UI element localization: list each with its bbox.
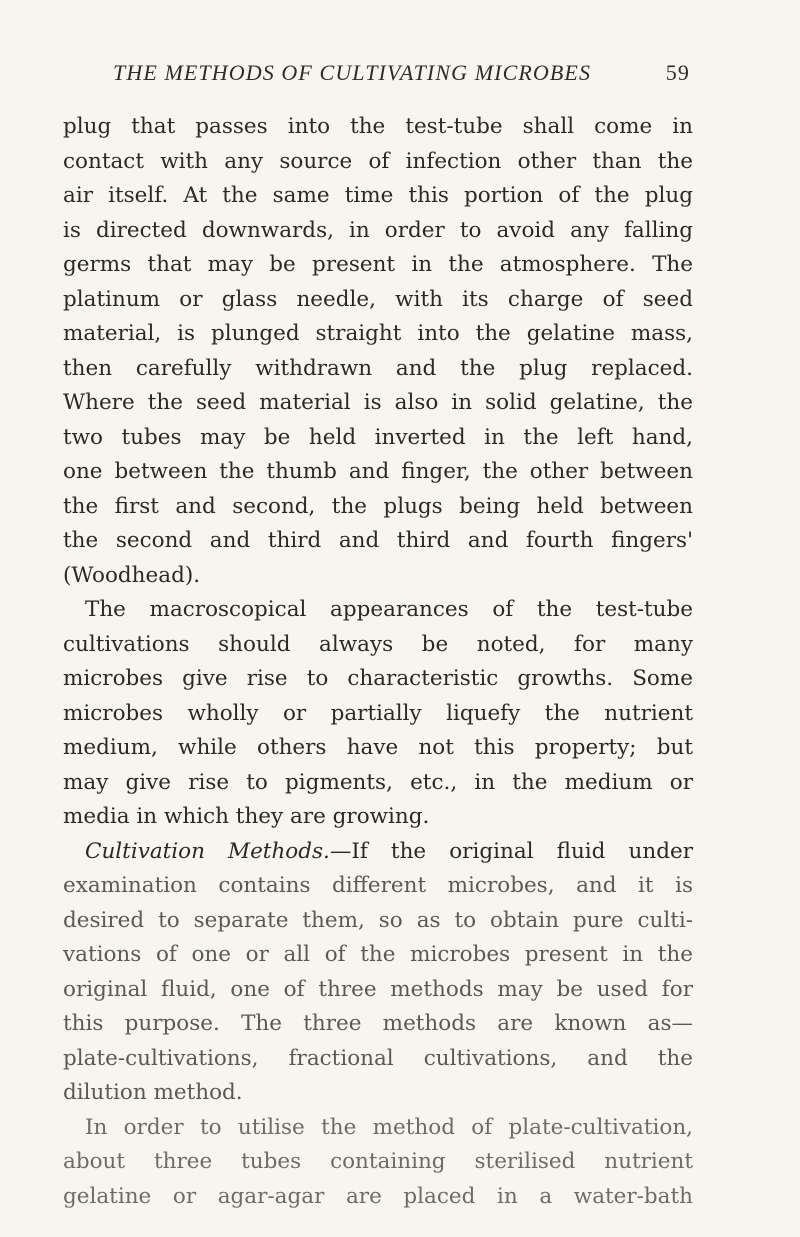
- text-line: two tubes may be held inverted in the left hand,: [63, 424, 693, 450]
- text-line: the first and second, the plugs being held between: [63, 493, 693, 519]
- text-line: about three tubes containing sterilised nutrient: [63, 1149, 693, 1174]
- text-line: media in which they are growing.: [63, 804, 430, 829]
- section-first-line-text: —If the original fluid under: [329, 838, 693, 864]
- text-line: the second and third and third and fourth fingers': [63, 528, 693, 553]
- body-text: [63, 110, 693, 1214]
- text-line: examination contains different microbes, and it is: [63, 873, 693, 898]
- running-head: [105, 60, 690, 90]
- running-head-title: THE METHODS OF CULTIVATING MICROBES: [113, 60, 592, 85]
- text-line: air itself. At the same time this portion of the plug: [63, 183, 693, 208]
- section-heading: Cultivation Methods.: [85, 838, 330, 864]
- text-line: original fluid, one of three methods may be used for: [63, 976, 693, 1002]
- text-line: vations of one or all of the microbes present in the: [63, 942, 693, 967]
- text-line: dilution method.: [63, 1080, 243, 1105]
- text-line: microbes wholly or partially liquefy the nutrient: [63, 700, 693, 726]
- text-line: medium, while others have not this property; but: [63, 735, 693, 760]
- text-line: is directed downwards, in order to avoid any falling: [63, 217, 693, 243]
- text-line: cultivations should always be noted, for many: [63, 631, 693, 657]
- text-line: germs that may be present in the atmosphere. The: [63, 252, 693, 277]
- text-line: this purpose. The three methods are known as—: [63, 1011, 693, 1036]
- text-line: may give rise to pigments, etc., in the medium or: [63, 769, 693, 795]
- text-line: one between the thumb and finger, the other between: [63, 459, 693, 484]
- page-number: 59: [665, 60, 690, 85]
- text-line: microbes give rise to characteristic growths. Some: [63, 666, 693, 691]
- text-line: platinum or glass needle, with its charge of seed: [63, 286, 693, 312]
- text-line: contact with any source of infection other than the: [63, 148, 693, 174]
- text-line: (Woodhead).: [63, 562, 201, 588]
- paragraph-start-line: In order to utilise the method of plate-cultivation,: [85, 1114, 693, 1140]
- text-line: gelatine or agar-agar are placed in a water-bath: [63, 1183, 693, 1209]
- text-line: plate-cultivations, fractional cultivations, and the: [63, 1045, 693, 1071]
- section-start-line: [63, 835, 693, 870]
- text-line: plug that passes into the test-tube shall come in: [63, 114, 693, 139]
- text-line: then carefully withdrawn and the plug replaced.: [63, 355, 693, 381]
- paragraph-start-line: The macroscopical appearances of the test-tube: [85, 597, 693, 622]
- text-line: material, is plunged straight into the gelatine mass,: [63, 321, 693, 346]
- text-line: desired to separate them, so as to obtain pure culti-: [63, 907, 693, 933]
- text-line: Where the seed material is also in solid gelatine, the: [63, 390, 693, 415]
